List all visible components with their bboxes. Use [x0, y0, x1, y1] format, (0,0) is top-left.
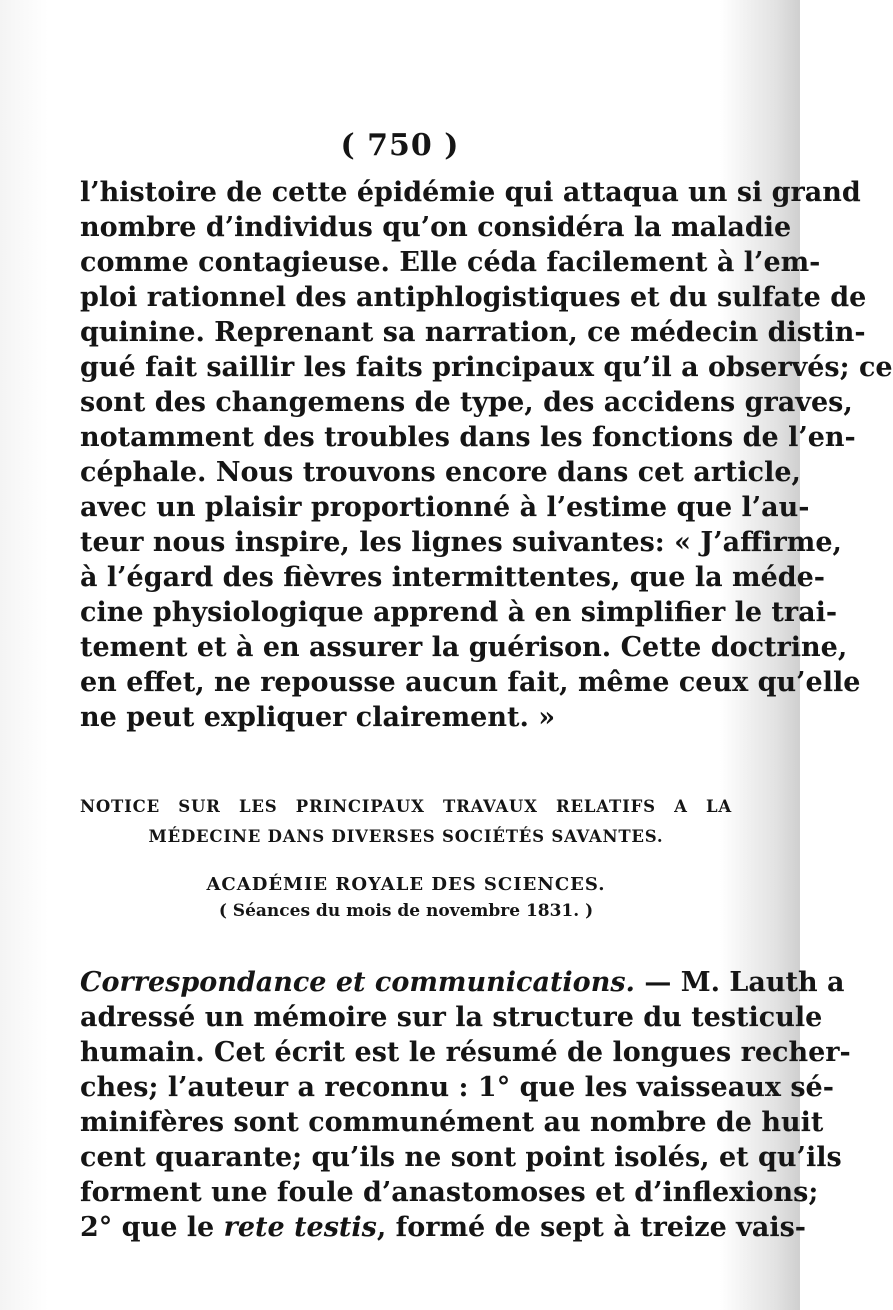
text-line: ne peut expliquer clairement. » — [80, 702, 556, 733]
text-line: céphale. Nous trouvons encore dans cet article, — [80, 457, 801, 488]
paragraph-correspondance — [80, 965, 851, 1245]
text-line: avec un plaisir proportionné à l’estime que l’au- — [80, 492, 810, 523]
text-run: , formé de sept à treize vais- — [376, 1212, 807, 1243]
text-run: 2° que le — [80, 1212, 224, 1243]
text-line: quinine. Reprenant sa narration, ce médecin distin- — [80, 317, 866, 348]
subsection-title: ACADÉMIE ROYALE DES SCIENCES. — [206, 874, 606, 895]
text-line: l’histoire de cette épidémie qui attaqua un si grand — [80, 177, 861, 208]
text-line: sont des changemens de type, des accidens graves, — [80, 387, 853, 418]
text-line: comme contagieuse. Elle céda facilement à l’em- — [80, 247, 821, 278]
section-title — [80, 792, 732, 852]
text-run: — M. Lauth a — [634, 967, 845, 998]
text-line — [80, 965, 845, 1000]
text-line — [80, 1210, 807, 1245]
text-line: notamment des troubles dans les fonctions de l’en- — [80, 422, 856, 453]
text-line: cine physiologique apprend à en simplifier le trai- — [80, 597, 838, 628]
text-line: en effet, ne repousse aucun fait, même ceux qu’elle — [80, 667, 861, 698]
text-line: cent quarante; qu’ils ne sont point isolés, et qu’ils — [80, 1142, 842, 1173]
text-line: forment une foule d’anastomoses et d’inflexions; — [80, 1177, 819, 1208]
paragraph-epidemie — [80, 175, 893, 735]
text-line: adressé un mémoire sur la structure du testicule — [80, 1002, 823, 1033]
text-line: ploi rationnel des antiphlogistiques et du sulfate de — [80, 282, 867, 313]
text-line: ches; l’auteur a reconnu : 1° que les vaisseaux sé- — [80, 1072, 834, 1103]
page-number: ( 750 ) — [340, 128, 460, 163]
text-line: nombre d’individus qu’on considéra la maladie — [80, 212, 792, 243]
run-in-heading: Correspondance et communications. — [80, 967, 635, 998]
session-date: ( Séances du mois de novembre 1831. ) — [218, 901, 594, 921]
section-title-line: NOTICE SUR LES PRINCIPAUX TRAVAUX RELATIFS A LA — [80, 797, 732, 816]
italic-term: rete testis — [223, 1212, 377, 1243]
text-line: minifères sont communément au nombre de huit — [80, 1107, 824, 1138]
section-title-line: MÉDECINE DANS DIVERSES SOCIÉTÉS SAVANTES. — [148, 827, 664, 846]
text-line: humain. Cet écrit est le résumé de longues recher- — [80, 1037, 851, 1068]
text-line: tement et à en assurer la guérison. Cette doctrine, — [80, 632, 848, 663]
text-line: teur nous inspire, les lignes suivantes: « J’affirme, — [80, 527, 842, 558]
text-line: à l’égard des fièvres intermittentes, que la méde- — [80, 562, 826, 593]
text-line: gué fait saillir les faits principaux qu’il a observés; ce — [80, 352, 893, 383]
